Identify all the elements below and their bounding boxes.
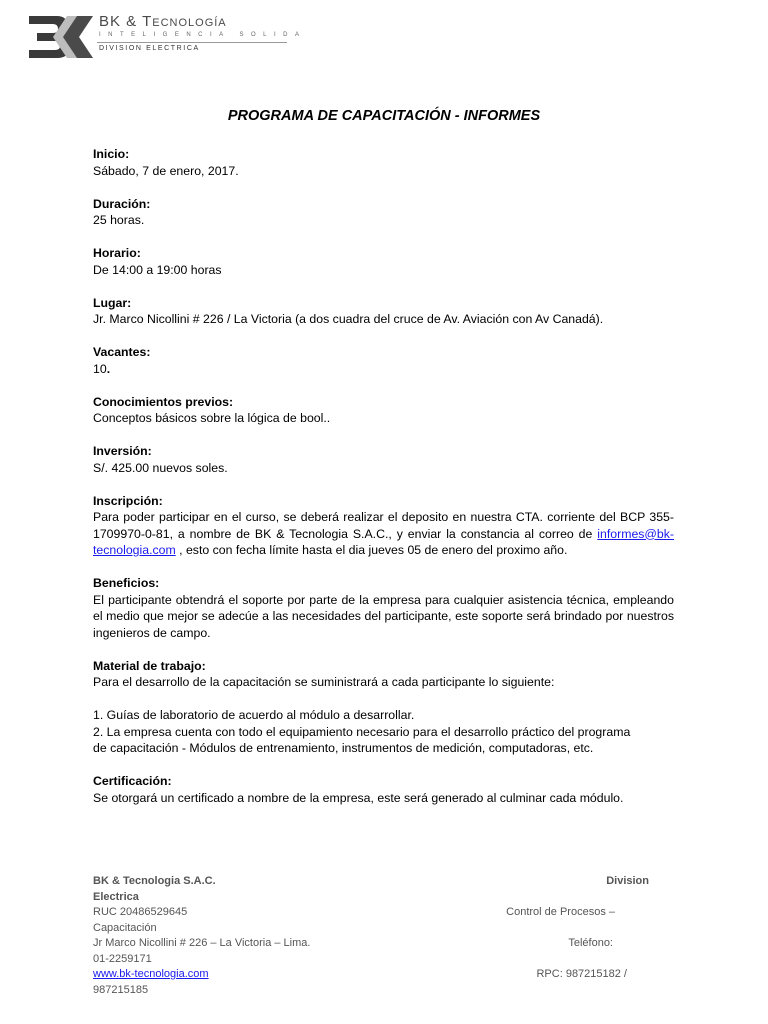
section-inversion [93,443,674,476]
section-label: Inscripción: [93,493,163,508]
section-label: Duración: [93,196,151,211]
vacantes-suffix: . [106,361,111,376]
section-text: 25 horas. [93,213,145,227]
section-label: Inicio: [93,147,130,161]
section-label: Lugar: [93,295,132,310]
section-label: Certificación: [93,774,172,788]
footer-website-link[interactable]: www.bk-tecnologia.com [93,968,209,980]
section-text: S/. 425.00 nuevos soles. [93,460,228,475]
section-text: Sábado, 7 de enero, 2017. [93,163,239,178]
footer-company: BK & Tecnologia S.A.C. [93,875,216,887]
section-conocimientos [93,394,674,427]
email-link[interactable]: informes@bk-tecnologia.com [93,526,674,557]
section-inicio [93,146,674,179]
logo-company-name: BK & Tecnología [99,13,227,30]
footer-telefono: 01-2259171 [93,952,152,965]
footer-division-cont: Electrica [93,890,139,903]
section-text: Para el desarrollo de la capacitación se suministrará a cada participante lo siguiente: [93,675,555,689]
company-logo [27,12,307,62]
section-text [93,361,674,378]
section-duracion [93,196,674,229]
section-label: Vacantes: [93,345,151,359]
page-title: PROGRAMA DE CAPACITACIÓN - INFORMES [227,108,541,124]
page-footer [93,874,649,998]
section-lugar [93,295,674,328]
section-text: Jr. Marco Nicollini # 226 / La Victoria (a dos cuadra del cruce de Av. Aviación con Av Canadá). [93,312,604,326]
section-inscripcion [93,493,674,559]
section-label: Conocimientos previos: [93,394,234,409]
section-text [93,509,674,559]
section-text: El participante obtendrá el soporte por parte de la empresa para cualquier asistencia técnica, empleando el medio que mejor se adecúe a las necesidades del participante, este soporte será brindado por nuestros ingenieros de campo. [93,592,674,640]
logo-divider [97,42,287,43]
footer-capacitacion: Capacitación [93,921,157,934]
footer-address: Jr Marco Nicollini # 226 – La Victoria – Lima. [93,937,311,949]
footer-control: Control de Procesos – [506,906,615,918]
list-item: 2. La empresa cuenta con todo el equipamiento necesario para el desarrollo práctico del programa [93,724,631,739]
inscripcion-text-before: Para poder participar en el curso, se deberá realizar el deposito en nuestra CTA. corriente del BCP 355-1709970-0-81, a nombre de BK & Tecnologia S.A.C., y enviar la constancia al correo de [93,510,674,541]
section-horario [93,245,674,278]
section-certificacion [93,773,674,806]
section-text: De 14:00 a 19:00 horas [93,262,222,277]
section-label: Material de trabajo: [93,658,206,673]
section-label: Horario: [93,246,141,260]
logo-tagline: INTELIGENCIA SOLIDA [99,32,307,38]
section-beneficios [93,575,674,641]
bk-logo-mark [27,12,99,62]
footer-rpc: RPC: 987215182 / [536,968,627,980]
list-item: 1. Guías de laboratorio de acuerdo al módulo a desarrollar. [93,708,415,722]
inscripcion-text-after: , esto con fecha límite hasta el dia jueves 05 de enero del proximo año. [175,543,568,557]
footer-telefono-label: Teléfono: [568,937,613,949]
footer-ruc: RUC 20486529645 [93,906,188,918]
list-item-continuation: de capacitación - Módulos de entrenamiento, instrumentos de medición, computadoras, etc. [93,741,594,755]
section-vacantes [93,344,674,377]
section-label: Beneficios: [93,576,160,590]
spacer [93,691,674,708]
section-material [93,658,674,757]
logo-division: DIVISION ELECTRICA [99,45,200,52]
section-text: Se otorgará un certificado a nombre de la empresa, este será generado al culminar cada módulo. [93,790,624,805]
section-text: Conceptos básicos sobre la lógica de bool.. [93,411,331,425]
section-label: Inversión: [93,444,152,458]
footer-rpc-cont: 987215185 [93,983,149,996]
footer-division: Division [606,875,649,887]
vacantes-value: 10 [93,361,107,376]
document-body [93,146,674,823]
